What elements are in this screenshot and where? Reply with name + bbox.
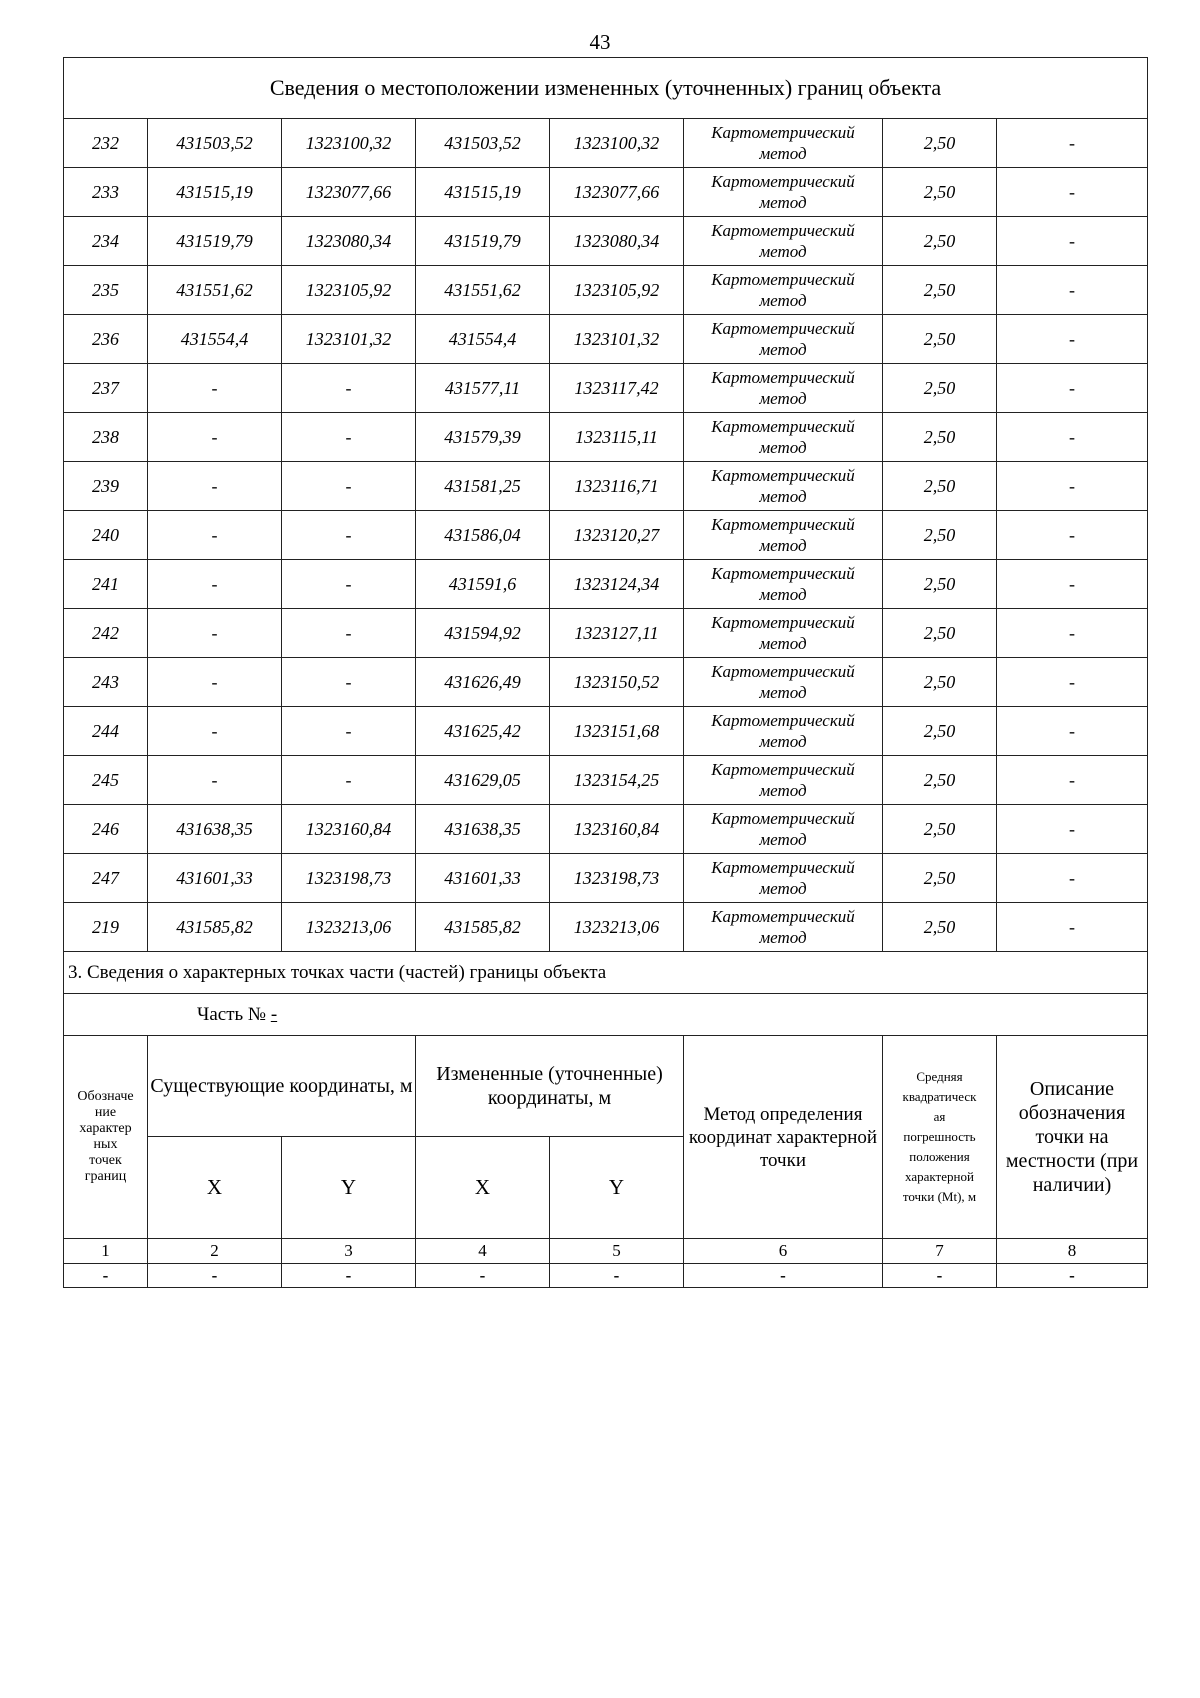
- method-cell: Картометрический метод: [684, 756, 883, 805]
- existing-x-cell: 431601,33: [148, 854, 282, 903]
- existing-y-cell: 1323198,73: [282, 854, 416, 903]
- description-cell: -: [997, 413, 1148, 462]
- point-number-cell: 244: [64, 707, 148, 756]
- header-existing-x: X: [148, 1137, 282, 1239]
- method-cell: Картометрический метод: [684, 217, 883, 266]
- header-method: Метод определения координат характерной точки: [684, 1036, 883, 1239]
- point-number-cell: 234: [64, 217, 148, 266]
- column-number: 2: [148, 1239, 282, 1264]
- changed-y-cell: 1323150,52: [550, 658, 684, 707]
- existing-x-cell: 431551,62: [148, 266, 282, 315]
- page-number: 43: [589, 30, 611, 54]
- description-cell: -: [997, 511, 1148, 560]
- empty-cell: -: [148, 1264, 282, 1288]
- empty-cell: -: [684, 1264, 883, 1288]
- mse-cell: 2,50: [883, 854, 997, 903]
- header-point-designation: Обозначе ние характер ных точек границ: [64, 1036, 148, 1239]
- table-row: [64, 756, 1148, 805]
- changed-x-cell: 431515,19: [416, 168, 550, 217]
- point-number-cell: 235: [64, 266, 148, 315]
- changed-x-cell: 431626,49: [416, 658, 550, 707]
- boundary-table: [63, 57, 1148, 1288]
- empty-cell: -: [883, 1264, 997, 1288]
- changed-x-cell: 431581,25: [416, 462, 550, 511]
- point-number-cell: 237: [64, 364, 148, 413]
- point-number-cell: 243: [64, 658, 148, 707]
- changed-y-cell: 1323080,34: [550, 217, 684, 266]
- existing-y-cell: -: [282, 560, 416, 609]
- existing-x-cell: -: [148, 560, 282, 609]
- method-cell: Картометрический метод: [684, 903, 883, 952]
- changed-y-cell: 1323124,34: [550, 560, 684, 609]
- existing-x-cell: -: [148, 511, 282, 560]
- method-cell: Картометрический метод: [684, 805, 883, 854]
- description-cell: -: [997, 168, 1148, 217]
- mse-cell: 2,50: [883, 511, 997, 560]
- description-cell: -: [997, 609, 1148, 658]
- mse-cell: 2,50: [883, 658, 997, 707]
- existing-y-cell: -: [282, 511, 416, 560]
- method-cell: Картометрический метод: [684, 413, 883, 462]
- description-cell: -: [997, 658, 1148, 707]
- existing-y-cell: -: [282, 413, 416, 462]
- changed-y-cell: 1323105,92: [550, 266, 684, 315]
- existing-y-cell: 1323100,32: [282, 119, 416, 168]
- method-cell: Картометрический метод: [684, 315, 883, 364]
- changed-y-cell: 1323115,11: [550, 413, 684, 462]
- changed-x-cell: 431551,62: [416, 266, 550, 315]
- changed-x-cell: 431629,05: [416, 756, 550, 805]
- method-cell: Картометрический метод: [684, 462, 883, 511]
- table-row: [64, 315, 1148, 364]
- column-number: 8: [997, 1239, 1148, 1264]
- mse-cell: 2,50: [883, 560, 997, 609]
- existing-y-cell: 1323160,84: [282, 805, 416, 854]
- table-row: [64, 462, 1148, 511]
- description-cell: -: [997, 756, 1148, 805]
- point-number-cell: 240: [64, 511, 148, 560]
- header-mse: Средняя квадратическ ая погрешность положения характерной точки (Mt), м: [883, 1036, 997, 1239]
- changed-y-cell: 1323116,71: [550, 462, 684, 511]
- point-number-cell: 238: [64, 413, 148, 462]
- changed-y-cell: 1323100,32: [550, 119, 684, 168]
- description-cell: -: [997, 707, 1148, 756]
- description-cell: -: [997, 560, 1148, 609]
- changed-y-cell: 1323160,84: [550, 805, 684, 854]
- description-cell: -: [997, 217, 1148, 266]
- method-cell: Картометрический метод: [684, 707, 883, 756]
- existing-x-cell: -: [148, 658, 282, 707]
- point-number-cell: 232: [64, 119, 148, 168]
- header-changed-y: Y: [550, 1137, 684, 1239]
- existing-x-cell: -: [148, 462, 282, 511]
- header-existing-coords: Существующие координаты, м: [148, 1036, 416, 1137]
- column-number: 5: [550, 1239, 684, 1264]
- existing-x-cell: 431638,35: [148, 805, 282, 854]
- section-3-title: 3. Сведения о характерных точках части (частей) границы объекта: [64, 952, 1148, 994]
- changed-x-cell: 431585,82: [416, 903, 550, 952]
- existing-x-cell: -: [148, 609, 282, 658]
- changed-x-cell: 431594,92: [416, 609, 550, 658]
- point-number-cell: 236: [64, 315, 148, 364]
- column-number: 3: [282, 1239, 416, 1264]
- mse-cell: 2,50: [883, 364, 997, 413]
- mse-cell: 2,50: [883, 707, 997, 756]
- mse-cell: 2,50: [883, 168, 997, 217]
- empty-cell: -: [997, 1264, 1148, 1288]
- changed-x-cell: 431601,33: [416, 854, 550, 903]
- mse-cell: 2,50: [883, 119, 997, 168]
- table-row: [64, 903, 1148, 952]
- table-row: [64, 854, 1148, 903]
- existing-y-cell: -: [282, 658, 416, 707]
- changed-y-cell: 1323213,06: [550, 903, 684, 952]
- changed-x-cell: 431554,4: [416, 315, 550, 364]
- mse-cell: 2,50: [883, 266, 997, 315]
- changed-x-cell: 431625,42: [416, 707, 550, 756]
- point-number-cell: 241: [64, 560, 148, 609]
- changed-y-cell: 1323117,42: [550, 364, 684, 413]
- point-number-cell: 219: [64, 903, 148, 952]
- mse-cell: 2,50: [883, 609, 997, 658]
- mse-cell: 2,50: [883, 805, 997, 854]
- existing-y-cell: 1323105,92: [282, 266, 416, 315]
- mse-cell: 2,50: [883, 462, 997, 511]
- changed-x-cell: 431591,6: [416, 560, 550, 609]
- existing-y-cell: -: [282, 756, 416, 805]
- table-title: Сведения о местоположении измененных (уточненных) границ объекта: [64, 58, 1148, 119]
- mse-cell: 2,50: [883, 217, 997, 266]
- existing-y-cell: 1323080,34: [282, 217, 416, 266]
- description-cell: -: [997, 805, 1148, 854]
- table-row: [64, 217, 1148, 266]
- method-cell: Картометрический метод: [684, 854, 883, 903]
- description-cell: -: [997, 315, 1148, 364]
- existing-y-cell: 1323213,06: [282, 903, 416, 952]
- existing-x-cell: 431503,52: [148, 119, 282, 168]
- existing-x-cell: 431585,82: [148, 903, 282, 952]
- point-number-cell: 247: [64, 854, 148, 903]
- point-number-cell: 246: [64, 805, 148, 854]
- table-row: [64, 609, 1148, 658]
- changed-y-cell: 1323120,27: [550, 511, 684, 560]
- existing-x-cell: -: [148, 364, 282, 413]
- changed-y-cell: 1323154,25: [550, 756, 684, 805]
- changed-y-cell: 1323127,11: [550, 609, 684, 658]
- point-number-cell: 242: [64, 609, 148, 658]
- existing-x-cell: 431515,19: [148, 168, 282, 217]
- empty-cell: -: [64, 1264, 148, 1288]
- existing-y-cell: 1323077,66: [282, 168, 416, 217]
- description-cell: -: [997, 854, 1148, 903]
- existing-x-cell: -: [148, 756, 282, 805]
- table-row: [64, 511, 1148, 560]
- method-cell: Картометрический метод: [684, 511, 883, 560]
- existing-y-cell: 1323101,32: [282, 315, 416, 364]
- mse-cell: 2,50: [883, 903, 997, 952]
- table-row: [64, 560, 1148, 609]
- changed-y-cell: 1323101,32: [550, 315, 684, 364]
- mse-cell: 2,50: [883, 413, 997, 462]
- header-description: Описание обозначения точки на местности (при наличии): [997, 1036, 1148, 1239]
- empty-cell: -: [416, 1264, 550, 1288]
- table-row: [64, 707, 1148, 756]
- description-cell: -: [997, 266, 1148, 315]
- method-cell: Картометрический метод: [684, 364, 883, 413]
- table-row: [64, 266, 1148, 315]
- existing-y-cell: -: [282, 609, 416, 658]
- part-number-value: -: [270, 1003, 278, 1025]
- header-changed-x: X: [416, 1137, 550, 1239]
- empty-cell: -: [282, 1264, 416, 1288]
- table-row: [64, 805, 1148, 854]
- header-existing-y: Y: [282, 1137, 416, 1239]
- existing-y-cell: -: [282, 462, 416, 511]
- header-changed-coords: Измененные (уточненные) координаты, м: [416, 1036, 684, 1137]
- changed-x-cell: 431577,11: [416, 364, 550, 413]
- method-cell: Картометрический метод: [684, 168, 883, 217]
- description-cell: -: [997, 364, 1148, 413]
- mse-cell: 2,50: [883, 756, 997, 805]
- existing-y-cell: -: [282, 364, 416, 413]
- method-cell: Картометрический метод: [684, 266, 883, 315]
- method-cell: Картометрический метод: [684, 658, 883, 707]
- method-cell: Картометрический метод: [684, 609, 883, 658]
- changed-x-cell: 431503,52: [416, 119, 550, 168]
- empty-cell: -: [550, 1264, 684, 1288]
- changed-x-cell: 431519,79: [416, 217, 550, 266]
- changed-x-cell: 431579,39: [416, 413, 550, 462]
- existing-x-cell: 431554,4: [148, 315, 282, 364]
- column-number: 6: [684, 1239, 883, 1264]
- changed-y-cell: 1323077,66: [550, 168, 684, 217]
- part-number-row: [64, 994, 1148, 1036]
- table-row: [64, 168, 1148, 217]
- existing-y-cell: -: [282, 707, 416, 756]
- changed-x-cell: 431586,04: [416, 511, 550, 560]
- point-number-cell: 245: [64, 756, 148, 805]
- table-row: [64, 658, 1148, 707]
- part-label: Часть №: [197, 1003, 267, 1025]
- method-cell: Картометрический метод: [684, 560, 883, 609]
- description-cell: -: [997, 462, 1148, 511]
- changed-y-cell: 1323198,73: [550, 854, 684, 903]
- column-number: 1: [64, 1239, 148, 1264]
- description-cell: -: [997, 903, 1148, 952]
- method-cell: Картометрический метод: [684, 119, 883, 168]
- changed-y-cell: 1323151,68: [550, 707, 684, 756]
- table-row: [64, 364, 1148, 413]
- existing-x-cell: 431519,79: [148, 217, 282, 266]
- description-cell: -: [997, 119, 1148, 168]
- table-row: [64, 413, 1148, 462]
- point-number-cell: 239: [64, 462, 148, 511]
- column-number: 7: [883, 1239, 997, 1264]
- existing-x-cell: -: [148, 413, 282, 462]
- point-number-cell: 233: [64, 168, 148, 217]
- table-row: [64, 119, 1148, 168]
- mse-cell: 2,50: [883, 315, 997, 364]
- existing-x-cell: -: [148, 707, 282, 756]
- changed-x-cell: 431638,35: [416, 805, 550, 854]
- column-number: 4: [416, 1239, 550, 1264]
